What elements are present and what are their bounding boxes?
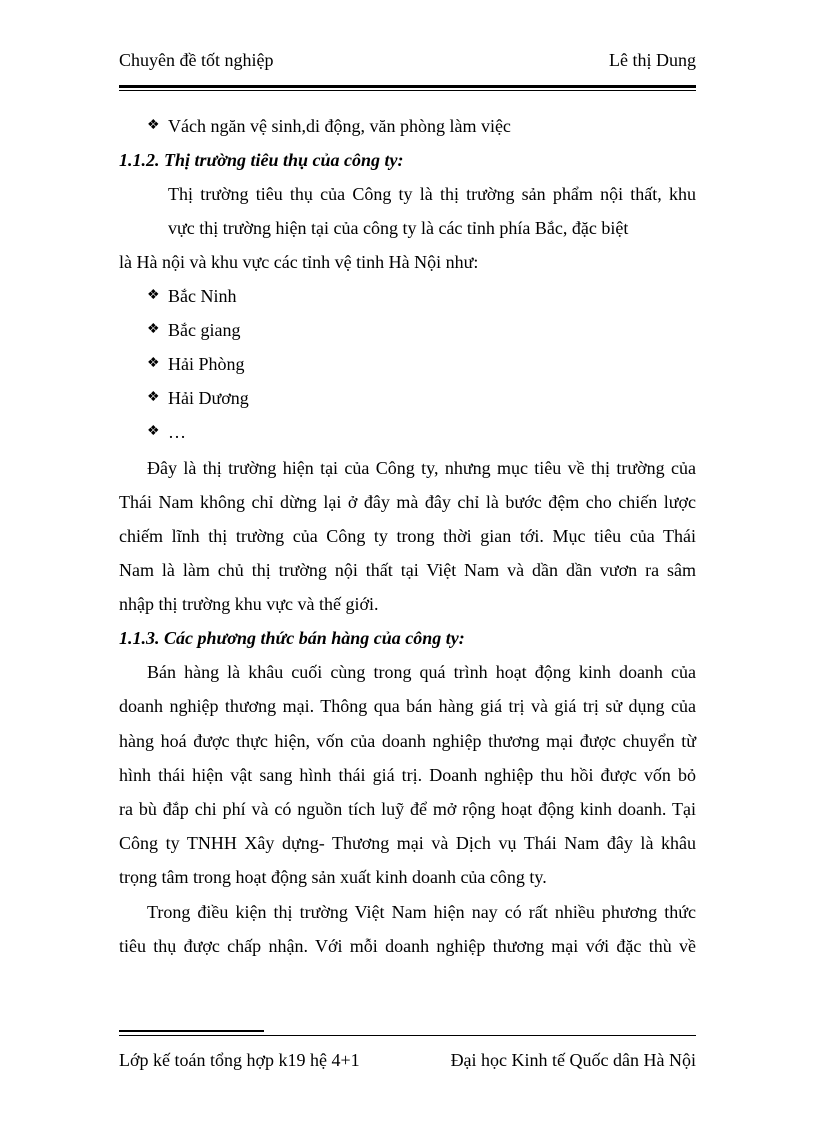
list-item: Bắc Ninh	[168, 286, 237, 306]
list-item: …	[168, 422, 186, 442]
paragraph-line: Thị trường tiêu thụ của Công ty là thị trường sản phẩm nội thất, khu	[168, 184, 696, 204]
list-item: Vách ngăn vệ sinh,di động, văn phòng làm việc	[168, 116, 511, 136]
bullet-icon: ❖	[147, 424, 160, 439]
paragraph-line: nhập thị trường khu vực và thế giới.	[119, 594, 379, 614]
section-heading: 1.1.2. Thị trường tiêu thụ của công ty:	[119, 150, 404, 170]
list-item: Hải Dương	[168, 388, 249, 408]
bullet-icon: ❖	[147, 118, 160, 133]
paragraph-line: Thái Nam không chỉ dừng lại ở đây mà đây chỉ là bước đệm cho chiến lược	[119, 492, 696, 512]
header-rule-thin	[119, 90, 696, 91]
paragraph-line: Nam là làm chủ thị trường nội thất tại Việt Nam và dần dần vươn ra sâm	[119, 560, 696, 580]
paragraph-line: trọng tâm trong hoạt động sản xuất kinh doanh của công ty.	[119, 867, 547, 887]
paragraph-line: Trong điều kiện thị trường Việt Nam hiện nay có rất nhiều phương thức	[147, 902, 696, 922]
header-title: Chuyên đề tốt nghiệp	[119, 50, 274, 70]
bullet-icon: ❖	[147, 322, 160, 337]
footer-rule	[119, 1035, 696, 1036]
list-item: Bắc giang	[168, 320, 241, 340]
header-author: Lê thị Dung	[609, 50, 696, 70]
page-footer	[119, 1050, 696, 1074]
footer-class: Lớp kế toán tổng hợp k19 hệ 4+1	[119, 1050, 360, 1070]
bullet-icon: ❖	[147, 356, 160, 371]
footer-rule-short	[119, 1030, 264, 1032]
paragraph-line: doanh nghiệp thương mại. Thông qua bán hàng giá trị và giá trị sử dụng của	[119, 696, 696, 716]
footer-university: Đại học Kinh tế Quốc dân Hà Nội	[450, 1050, 696, 1070]
page-header	[119, 50, 696, 80]
paragraph-line: Công ty TNHH Xây dựng- Thương mại và Dịch vụ Thái Nam đây là khâu	[119, 833, 696, 853]
paragraph-line: tiêu thụ được chấp nhận. Với mỗi doanh nghiệp thương mại với đặc thù về	[119, 936, 696, 956]
header-rule	[119, 85, 696, 88]
list-item: Hải Phòng	[168, 354, 245, 374]
bullet-icon: ❖	[147, 390, 160, 405]
paragraph-line: Đây là thị trường hiện tại của Công ty, nhưng mục tiêu về thị trường của	[147, 458, 696, 478]
section-heading: 1.1.3. Các phương thức bán hàng của công ty:	[119, 628, 465, 648]
paragraph-line: vực thị trường hiện tại của công ty là các tỉnh phía Bắc, đặc biệt	[168, 218, 629, 238]
paragraph-line: hình thái hiện vật sang hình thái giá trị. Doanh nghiệp thu hồi được vốn bỏ	[119, 765, 696, 785]
bullet-icon: ❖	[147, 288, 160, 303]
paragraph-line: là Hà nội và khu vực các tỉnh vệ tinh Hà Nội như:	[119, 252, 479, 272]
paragraph-line: hàng hoá được thực hiện, vốn của doanh nghiệp thương mại được chuyển từ	[119, 731, 696, 751]
paragraph-line: Bán hàng là khâu cuối cùng trong quá trình hoạt động kinh doanh của	[147, 662, 696, 682]
paragraph-line: chiếm lĩnh thị trường của Công ty trong thời gian tới. Mục tiêu của Thái	[119, 526, 696, 546]
paragraph-line: ra bù đắp chi phí và có nguồn tích luỹ để mở rộng hoạt động kinh doanh. Tại	[119, 799, 696, 819]
